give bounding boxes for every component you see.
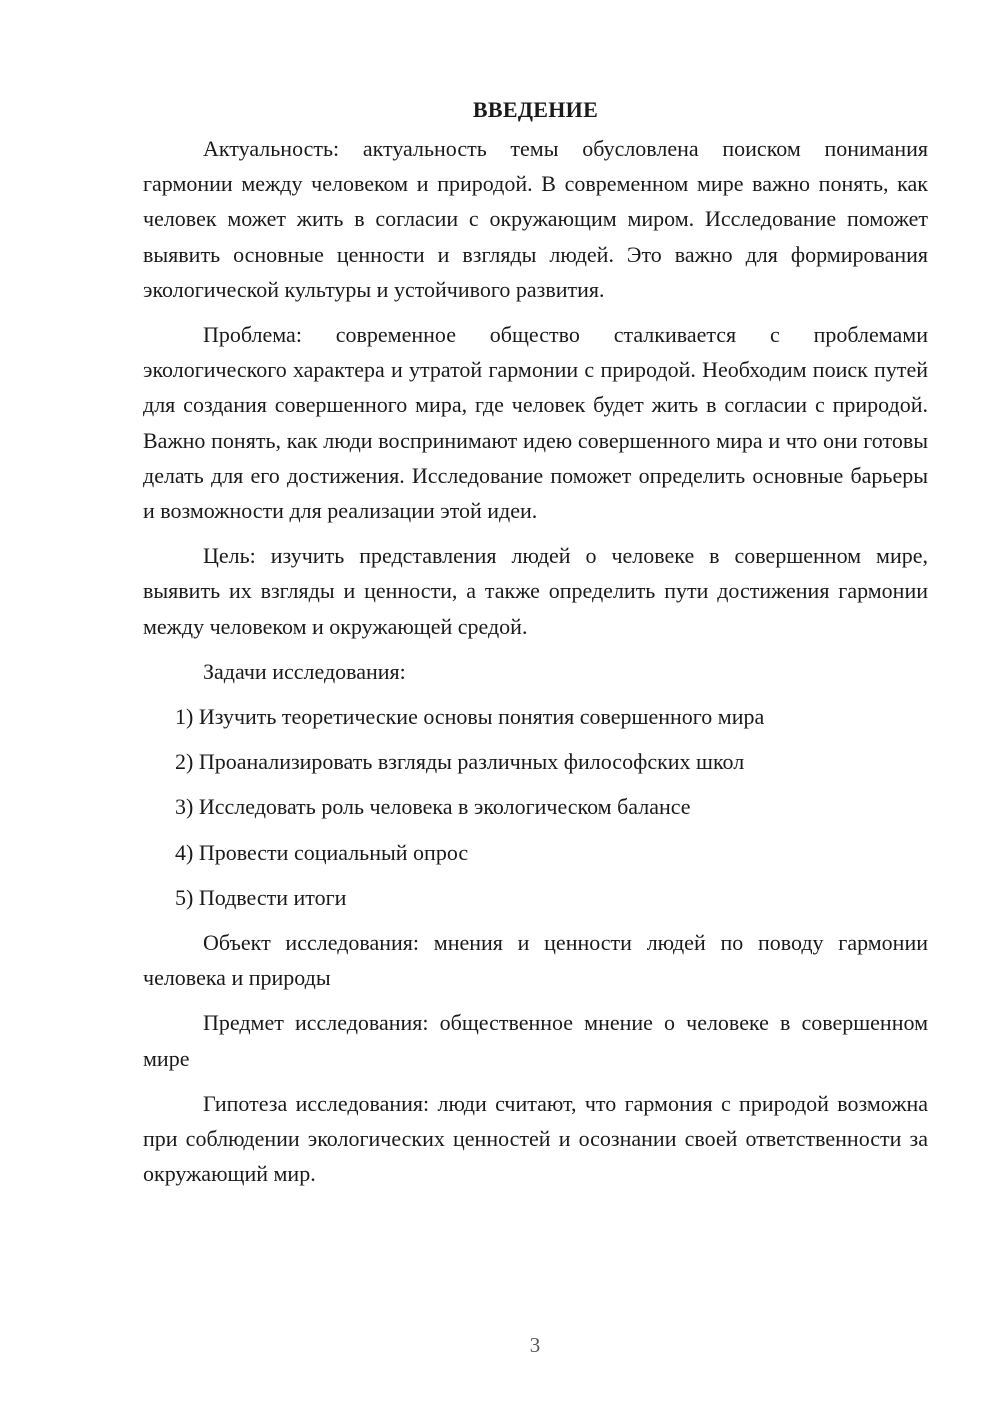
page-number: 3 [529, 1333, 541, 1357]
goal-paragraph: Цель: изучить представления людей о человеке в совершенном мире, выявить их взгляды и ценности, а также определить пути достижения гармонии между человеком и окружающей средой. [143, 543, 928, 639]
document-page [143, 92, 928, 1201]
task-item: 4) Провести социальный опрос [175, 839, 469, 865]
page-title: ВВЕДЕНИЕ [472, 97, 599, 122]
task-item: 3) Исследовать роль человека в экологическом балансе [175, 794, 691, 820]
object-paragraph: Объект исследования: мнения и ценности людей по поводу гармонии человека и природы [143, 930, 928, 991]
problem-paragraph: Проблема: современное общество сталкивается с проблемами экологического характера и утратой гармонии с природой. Необходим поиск путей для создания совершенного мира, где человек будет жить в согласии с природой. Важно понять, как люди воспринимают идею совершенного мира и что они готовы делать для его достижения. Исследование поможет определить основные барьеры и возможности для реализации этой идеи. [143, 322, 928, 524]
relevance-paragraph: Актуальность: актуальность темы обусловлена поиском понимания гармонии между человеком и природой. В современном мире важно понять, как человек может жить в согласии с окружающим миром. Исследование поможет выявить основные ценности и взгляды людей. Это важно для формирования экологической культуры и устойчивого развития. [143, 136, 928, 302]
hypothesis-paragraph: Гипотеза исследования: люди считают, что гармония с природой возможна при соблюдении экологических ценностей и осознании своей ответственности за окружающий мир. [143, 1090, 928, 1187]
tasks-title: Задачи исследования: [203, 658, 406, 684]
task-item: 2) Проанализировать взгляды различных философских школ [175, 749, 745, 775]
task-item: 1) Изучить теоретические основы понятия совершенного мира [175, 704, 765, 730]
task-item: 5) Подвести итоги [175, 884, 347, 910]
subject-paragraph: Предмет исследования: общественное мнение о человеке в совершенном мире [143, 1010, 928, 1071]
